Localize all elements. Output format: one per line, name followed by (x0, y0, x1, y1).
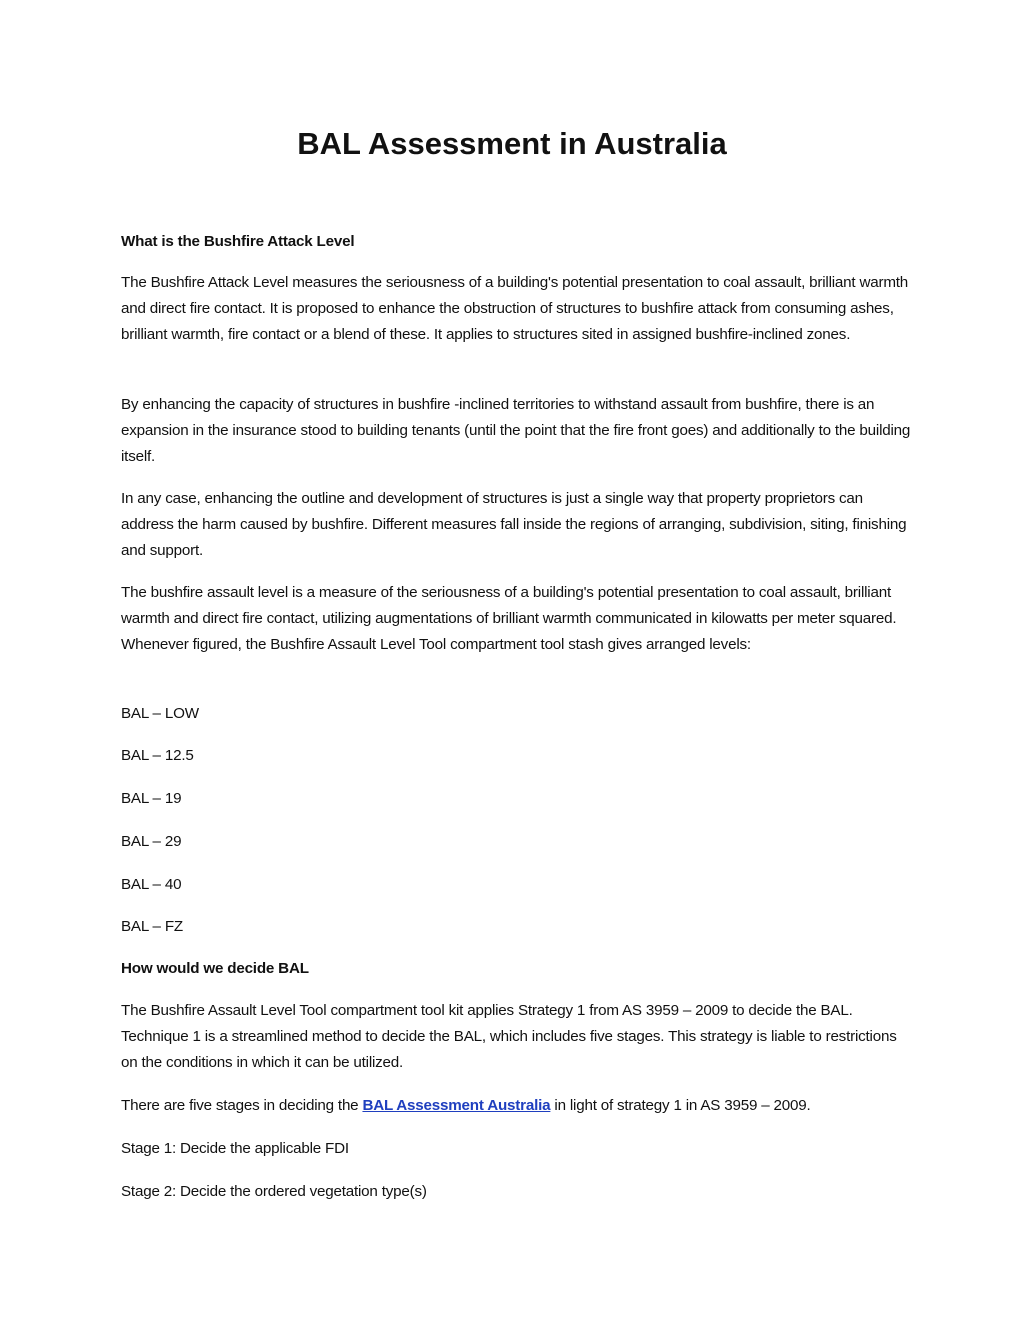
paragraph-2: By enhancing the capacity of structures in bushfire -inclined territories to withstand assault from bushfire, there is an expansion in the insurance stood to building tenants (until the point that the fire front goes) and additionally to the building itself. (121, 396, 911, 465)
paragraph-5: The Bushfire Assault Level Tool compartment tool kit applies Strategy 1 from AS 3959 – 2009 to decide the BAL. Technique 1 is a streamlined method to decide the BAL, which includes five stages. This strategy is liable to restrictions on the conditions in which it can be utilized. (121, 1002, 897, 1071)
bal-level-item: BAL – LOW (121, 705, 199, 722)
bal-level-item: BAL – 19 (121, 790, 182, 807)
paragraph-4: The bushfire assault level is a measure of the seriousness of a building's potential presentation to coal assault, brilliant warmth and direct fire contact, utilizing augmentations of brilliant warmth communicated in kilowatts per meter squared. Whenever figured, the Bushfire Assault Level Tool compartment tool stash gives arranged levels: (121, 584, 897, 653)
bal-level-item: BAL – 40 (121, 876, 182, 893)
paragraph-3: In any case, enhancing the outline and development of structures is just a single way that property proprietors can address the harm caused by bushfire. Different measures fall inside the regions of arranging, subdivision, siting, finishing and support. (121, 490, 907, 559)
stage-1: Stage 1: Decide the applicable FDI (121, 1140, 349, 1157)
section-heading-how-decide-bal: How would we decide BAL (121, 960, 309, 977)
bal-assessment-australia-link[interactable]: BAL Assessment Australia (362, 1097, 551, 1114)
section-heading-bushfire-attack-level: What is the Bushfire Attack Level (121, 233, 355, 250)
paragraph-1: The Bushfire Attack Level measures the seriousness of a building's potential presentation to coal assault, brilliant warmth and direct fire contact. It is proposed to enhance the obstruction of structures to bushfire attack from consuming ashes, brilliant warmth, fire contact or a blend of these. It applies to structures sited in assigned bushfire-inclined zones. (121, 274, 909, 343)
bal-level-item: BAL – 29 (121, 833, 182, 850)
paragraph-6-text-after: in light of strategy 1 in AS 3959 – 2009. (550, 1097, 811, 1114)
paragraph-6-text-before: There are five stages in deciding the (121, 1097, 363, 1114)
paragraph-6 (121, 1093, 911, 1119)
document-title: BAL Assessment in Australia (297, 126, 727, 161)
bal-level-item: BAL – 12.5 (121, 747, 194, 764)
stage-2: Stage 2: Decide the ordered vegetation type(s) (121, 1183, 427, 1200)
bal-level-item: BAL – FZ (121, 918, 183, 935)
